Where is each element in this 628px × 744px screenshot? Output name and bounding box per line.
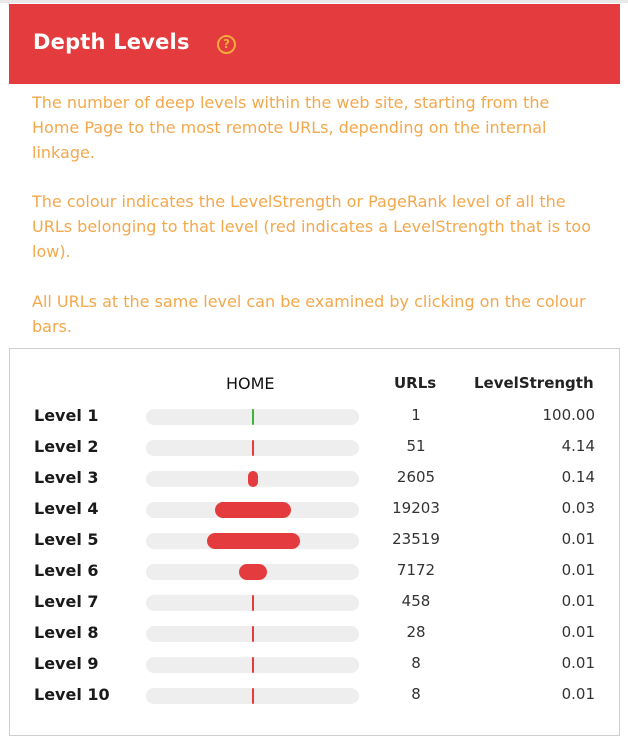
level-label: Level 10 <box>34 685 110 704</box>
table-row <box>0 437 628 468</box>
level-bar[interactable] <box>239 564 267 580</box>
urls-count: 51 <box>406 437 426 455</box>
level-bar[interactable] <box>252 409 254 425</box>
urls-count: 8 <box>411 654 421 672</box>
level-strength-value: 100.00 <box>542 406 595 424</box>
level-strength-value: 0.14 <box>561 468 595 486</box>
level-strength-value: 0.01 <box>561 654 595 672</box>
level-label: Level 5 <box>34 530 99 549</box>
level-bar[interactable] <box>252 657 254 673</box>
level-bar-track[interactable] <box>146 564 359 580</box>
level-bar[interactable] <box>252 626 254 642</box>
urls-count: 458 <box>401 592 431 610</box>
level-strength-value: 4.14 <box>561 437 595 455</box>
level-label: Level 9 <box>34 654 99 673</box>
level-label: Level 6 <box>34 561 99 580</box>
urls-column-header: URLs <box>394 374 437 392</box>
home-column-header: HOME <box>226 374 275 393</box>
description-paragraph-1: The number of deep levels within the web site, starting from the Home Page to the most remote URLs, depending on the internal linkage. <box>32 93 550 162</box>
level-strength-value: 0.01 <box>561 685 595 703</box>
urls-count: 1 <box>411 406 421 424</box>
level-bar[interactable] <box>207 533 300 549</box>
level-label: Level 7 <box>34 592 99 611</box>
level-strength-value: 0.03 <box>561 499 595 517</box>
section-title: Depth Levels <box>33 30 190 54</box>
description-paragraph-3: All URLs at the same level can be examined by clicking on the colour bars. <box>32 292 586 336</box>
table-row <box>0 623 628 654</box>
level-strength-value: 0.01 <box>561 623 595 641</box>
table-row <box>0 685 628 716</box>
level-label: Level 3 <box>34 468 99 487</box>
level-bar[interactable] <box>252 688 254 704</box>
level-strength-value: 0.01 <box>561 561 595 579</box>
levelstrength-column-header: LevelStrength <box>474 374 594 392</box>
level-bar[interactable] <box>252 440 254 456</box>
table-row <box>0 530 628 561</box>
level-bar[interactable] <box>252 595 254 611</box>
level-bar-track[interactable] <box>146 409 359 425</box>
urls-count: 8 <box>411 685 421 703</box>
table-row <box>0 406 628 437</box>
level-bar-track[interactable] <box>146 533 359 549</box>
description-paragraph-2: The colour indicates the LevelStrength or PageRank level of all the URLs belonging to that level (red indicates a LevelStrength that is too low). <box>32 192 591 261</box>
level-bar-track[interactable] <box>146 657 359 673</box>
question-circle-icon[interactable]: ? <box>217 35 236 54</box>
level-bar-track[interactable] <box>146 688 359 704</box>
urls-count: 2605 <box>396 468 436 486</box>
section-header <box>9 4 620 84</box>
top-divider <box>0 0 628 3</box>
level-bar-track[interactable] <box>146 440 359 456</box>
level-bar[interactable] <box>215 502 291 518</box>
level-bar[interactable] <box>248 471 258 487</box>
urls-count: 19203 <box>392 499 440 517</box>
table-row <box>0 468 628 499</box>
level-bar-track[interactable] <box>146 502 359 518</box>
level-bar-track[interactable] <box>146 595 359 611</box>
level-label: Level 4 <box>34 499 99 518</box>
level-label: Level 8 <box>34 623 99 642</box>
level-bar-track[interactable] <box>146 626 359 642</box>
table-row <box>0 592 628 623</box>
level-strength-value: 0.01 <box>561 530 595 548</box>
urls-count: 28 <box>406 623 426 641</box>
level-strength-value: 0.01 <box>561 592 595 610</box>
level-label: Level 2 <box>34 437 99 456</box>
table-row <box>0 654 628 685</box>
table-row <box>0 499 628 530</box>
urls-count: 23519 <box>392 530 440 548</box>
urls-count: 7172 <box>396 561 436 579</box>
level-bar-track[interactable] <box>146 471 359 487</box>
level-label: Level 1 <box>34 406 99 425</box>
table-row <box>0 561 628 592</box>
